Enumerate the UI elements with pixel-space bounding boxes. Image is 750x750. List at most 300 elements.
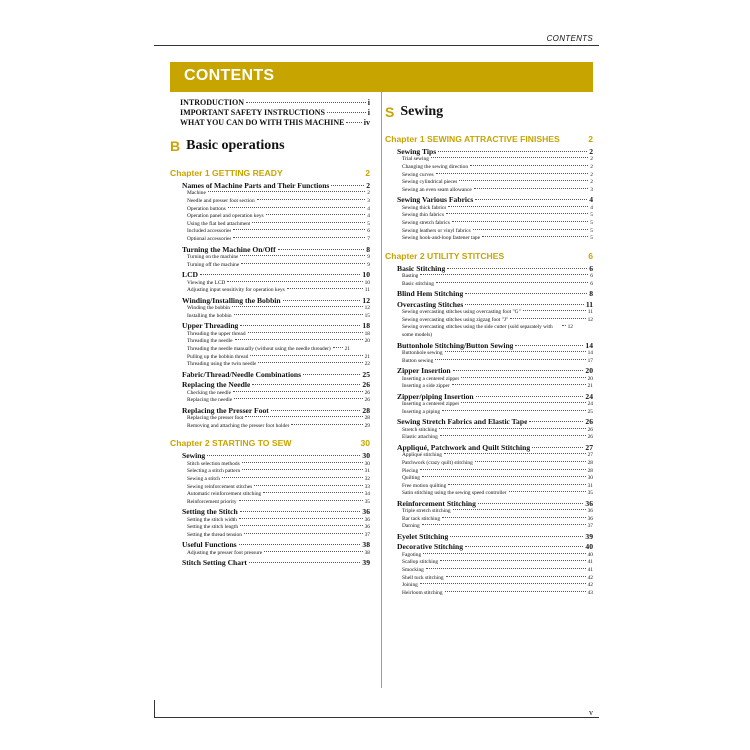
toc-subtopic-page: 9 <box>367 253 370 260</box>
toc-subtopic-label: Sewing cylindrical pieces <box>402 179 458 186</box>
toc-topic-label: Stitch Setting Chart <box>182 558 247 568</box>
toc-subtopic-page: 35 <box>587 490 593 497</box>
leader-dots <box>465 546 583 547</box>
toc-topic[interactable] <box>170 245 370 254</box>
chapter-heading[interactable] <box>385 134 593 145</box>
toc-subtopic-page: 27 <box>587 452 593 459</box>
toc-topic-page: 18 <box>362 321 370 331</box>
intro-entry[interactable] <box>170 118 370 128</box>
toc-subtopic-label: Setting the stitch width <box>187 516 237 523</box>
toc-subtopic-page: 5 <box>590 227 593 234</box>
toc-subtopic-label: Optional accessories <box>187 235 232 242</box>
toc-subtopic[interactable] <box>385 172 593 180</box>
toc-topic[interactable] <box>170 370 370 379</box>
toc-subtopic-page: 5 <box>590 212 593 219</box>
toc-subtopic-page: 18 <box>364 330 370 337</box>
leader-dots <box>240 511 361 512</box>
toc-topic[interactable] <box>385 147 593 156</box>
leader-dots <box>254 485 362 486</box>
toc-subtopic-page: 37 <box>587 523 593 530</box>
manual-page <box>154 32 599 716</box>
toc-topic-label: Sewing <box>182 451 206 461</box>
section-letter: B <box>170 138 181 154</box>
toc-subtopic-page: 32 <box>364 475 370 482</box>
toc-subtopic[interactable] <box>170 491 370 499</box>
toc-topic[interactable] <box>170 451 370 460</box>
toc-subtopic-label: Reinforcement priority <box>187 498 237 505</box>
leader-dots <box>287 288 363 289</box>
toc-subtopic[interactable] <box>385 358 593 366</box>
header-rule <box>154 45 599 46</box>
toc-subtopic-label: Smocking <box>402 567 424 574</box>
toc-subtopic-label: Automatic reinforcement stitching <box>187 491 262 498</box>
toc-topic[interactable] <box>385 392 593 401</box>
leader-dots <box>465 304 584 305</box>
toc-subtopic-label: Setting the thread tension <box>187 531 242 538</box>
toc-topic-label: Winding/Installing the Bobbin <box>182 295 281 305</box>
toc-subtopic-label: Satin stitching using the sewing speed controller <box>402 490 507 497</box>
intro-entry[interactable] <box>170 98 370 108</box>
toc-subtopic-page: 3 <box>367 198 370 204</box>
toc-subtopic-label: Machine <box>187 190 206 197</box>
right-column <box>385 98 593 597</box>
toc-subtopic-page: 14 <box>587 349 593 356</box>
toc-subtopic[interactable] <box>170 397 370 405</box>
toc-subtopic[interactable] <box>170 524 370 532</box>
section-title: Sewing <box>400 104 444 119</box>
leader-dots <box>303 374 360 375</box>
leader-dots <box>422 476 586 477</box>
toc-topic[interactable] <box>385 341 593 350</box>
toc-subtopic[interactable] <box>170 206 370 214</box>
toc-subtopic-label: Threading using the twin needle <box>187 361 257 368</box>
leader-dots <box>200 274 360 275</box>
leader-dots <box>207 455 360 456</box>
toc-subtopic[interactable] <box>170 346 370 354</box>
chapter-page: 2 <box>588 134 593 144</box>
toc-subtopic[interactable] <box>385 350 593 358</box>
toc-topic[interactable] <box>385 195 593 204</box>
toc-subtopic[interactable] <box>170 476 370 484</box>
leader-dots <box>234 398 362 399</box>
toc-topic-page: 36 <box>362 507 370 517</box>
leader-dots <box>562 325 566 326</box>
toc-subtopic[interactable] <box>385 220 593 228</box>
toc-subtopic[interactable] <box>170 213 370 221</box>
toc-subtopic-page: 2 <box>590 179 593 186</box>
section-heading-sewing <box>385 98 593 126</box>
toc-topic-label: Turning the Machine On/Off <box>182 244 276 254</box>
toc-subtopic-label: Adjusting input sensitivity for operation keys <box>187 287 285 294</box>
toc-subtopic[interactable] <box>385 317 593 325</box>
toc-subtopic-label: Sewing overcasting stitches using overcasting foot "G" <box>402 309 521 316</box>
leader-dots <box>459 180 588 181</box>
toc-subtopic-page: 12 <box>587 316 593 323</box>
toc-subtopic-page: 2 <box>590 156 593 163</box>
leader-dots <box>208 191 365 192</box>
toc-topic-page: 39 <box>362 558 370 568</box>
toc-subtopic[interactable] <box>385 567 593 575</box>
toc-subtopic[interactable] <box>385 483 593 491</box>
toc-subtopic[interactable] <box>385 582 593 590</box>
toc-subtopic[interactable] <box>385 309 593 317</box>
toc-subtopic-page: 43 <box>587 589 593 596</box>
toc-subtopic[interactable] <box>170 280 370 288</box>
toc-topic[interactable] <box>170 540 370 549</box>
toc-subtopic-page: 9 <box>367 261 370 268</box>
leader-dots <box>242 469 362 470</box>
toc-subtopic[interactable] <box>170 517 370 525</box>
toc-subtopic[interactable] <box>385 552 593 560</box>
toc-topic[interactable] <box>170 507 370 516</box>
leader-dots <box>278 249 365 250</box>
toc-subtopic[interactable] <box>385 468 593 476</box>
toc-subtopic-label: Basic stitching <box>402 280 434 287</box>
toc-topic[interactable] <box>385 264 593 273</box>
leader-dots <box>445 591 586 592</box>
toc-topic[interactable] <box>170 321 370 330</box>
toc-topic[interactable] <box>385 499 593 508</box>
toc-subtopic[interactable] <box>385 575 593 583</box>
toc-subtopic-label: Joining <box>402 582 418 589</box>
toc-topic[interactable] <box>385 300 593 309</box>
leader-dots <box>233 391 363 392</box>
toc-subtopic-page: 25 <box>587 408 593 415</box>
toc-subtopic[interactable] <box>385 516 593 524</box>
toc-subtopic-page: 12 <box>567 324 573 331</box>
toc-topic-page: 20 <box>585 366 593 376</box>
chapter-page: 30 <box>360 438 370 449</box>
toc-subtopic[interactable] <box>385 434 593 442</box>
toc-topic-page: 24 <box>585 391 593 401</box>
toc-subtopic[interactable] <box>170 236 370 244</box>
toc-subtopic-label: Removing and attaching the presser foot holder <box>187 422 290 429</box>
leader-dots <box>438 151 587 152</box>
toc-subtopic[interactable] <box>170 254 370 262</box>
intro-list <box>170 98 370 128</box>
leader-dots <box>283 300 361 301</box>
toc-subtopic-page: 26 <box>364 389 370 396</box>
toc-topic-label: Upper Threading <box>182 321 239 331</box>
leader-dots <box>239 518 363 519</box>
toc-topic-page: 4 <box>589 195 593 205</box>
toc-subtopic[interactable] <box>385 452 593 460</box>
leader-dots <box>248 332 363 333</box>
toc-subtopic-page: 12 <box>364 305 370 312</box>
leader-dots <box>426 568 586 569</box>
toc-subtopic-label: Sewing an even seam allowance <box>402 186 472 193</box>
toc-subtopic-page: 4 <box>367 205 370 212</box>
toc-subtopic-label: Button sewing <box>402 357 434 364</box>
toc-subtopic[interactable] <box>170 532 370 540</box>
toc-subtopic[interactable] <box>170 262 370 270</box>
toc-subtopic[interactable] <box>385 212 593 220</box>
toc-topic-page: 11 <box>585 299 593 309</box>
toc-subtopic[interactable] <box>385 235 593 243</box>
toc-subtopic-page: 36 <box>364 516 370 523</box>
toc-subtopic-label: Threading the needle <box>187 338 233 345</box>
toc-subtopic[interactable] <box>170 221 370 229</box>
toc-subtopic[interactable] <box>385 523 593 531</box>
toc-subtopic[interactable] <box>385 205 593 213</box>
intro-entry-page: iv <box>363 118 370 127</box>
leader-dots <box>228 207 366 208</box>
toc-subtopic[interactable] <box>385 156 593 164</box>
toc-topic[interactable] <box>385 366 593 375</box>
toc-subtopic[interactable] <box>385 179 593 187</box>
toc-subtopic-page: 36 <box>587 508 593 515</box>
toc-subtopic-label: Using the flat bed attachment <box>187 220 251 227</box>
toc-topic[interactable] <box>170 181 370 190</box>
leader-dots <box>470 165 588 166</box>
toc-subtopic-page: 15 <box>364 312 370 319</box>
toc-subtopic[interactable] <box>170 228 370 236</box>
leader-dots <box>473 229 589 230</box>
toc-subtopic-page: 2 <box>590 164 593 170</box>
toc-subtopic[interactable] <box>385 490 593 498</box>
toc-topic[interactable] <box>385 532 593 541</box>
leader-dots <box>435 359 585 360</box>
toc-subtopic-label: Sewing leathers or vinyl fabrics <box>402 227 471 234</box>
toc-subtopic[interactable] <box>385 228 593 236</box>
toc-topic[interactable] <box>170 406 370 415</box>
toc-topic-label: Replacing the Presser Foot <box>182 405 269 415</box>
toc-subtopic-label: Inserting a centered zipper <box>402 375 460 382</box>
chapter-page: 2 <box>365 168 370 178</box>
intro-entry[interactable] <box>170 108 370 118</box>
toc-subtopic[interactable] <box>385 383 593 391</box>
leader-dots <box>436 173 589 174</box>
toc-subtopic-page: 35 <box>364 498 370 505</box>
toc-subtopic-page: 6 <box>367 228 370 235</box>
toc-subtopic[interactable] <box>170 313 370 321</box>
leader-dots <box>234 314 363 315</box>
toc-subtopic-label: Trial sewing <box>402 156 429 163</box>
leader-dots <box>475 461 586 462</box>
toc-topic[interactable] <box>385 443 593 452</box>
toc-subtopic[interactable] <box>170 550 370 558</box>
toc-subtopic[interactable] <box>385 590 593 598</box>
toc-subtopic-page: 20 <box>364 338 370 345</box>
toc-subtopic-label: Installing the bobbin <box>187 312 232 319</box>
toc-subtopic-page: 36 <box>364 524 370 531</box>
leader-dots <box>232 306 363 307</box>
leader-dots <box>257 199 366 200</box>
leader-dots <box>420 274 588 275</box>
toc-subtopic-page: 34 <box>364 491 370 498</box>
chapter-page: 6 <box>588 250 593 261</box>
toc-subtopic[interactable] <box>170 305 370 313</box>
toc-subtopic-page: 5 <box>590 219 593 226</box>
toc-topic-page: 27 <box>585 442 593 452</box>
toc-topic-page: 2 <box>366 181 370 190</box>
leader-dots <box>532 447 583 448</box>
toc-subtopic[interactable] <box>170 198 370 206</box>
leader-dots <box>509 491 586 492</box>
leader-dots <box>233 237 365 238</box>
toc-subtopic-page: 5 <box>367 220 370 227</box>
leader-dots <box>453 509 586 510</box>
toc-topic-page: 8 <box>589 289 593 299</box>
toc-subtopic[interactable] <box>170 354 370 362</box>
toc-subtopic-page: 33 <box>364 483 370 490</box>
chapter-heading[interactable] <box>170 438 370 449</box>
leader-dots <box>450 536 583 537</box>
toc-subtopic-label: Inserting a centered zipper <box>402 401 460 408</box>
toc-subtopic-label: Appliqué stitching <box>402 452 442 459</box>
toc-topic-label: Useful Functions <box>182 540 237 550</box>
toc-subtopic[interactable] <box>385 427 593 435</box>
leader-dots <box>250 355 362 356</box>
toc-subtopic[interactable] <box>385 281 593 289</box>
toc-topic-label: Appliqué, Patchwork and Quilt Stitching <box>397 442 531 452</box>
left-column <box>170 98 370 568</box>
toc-subtopic-label: Checking the needle <box>187 389 232 396</box>
leader-dots <box>258 362 362 363</box>
toc-subtopic-label: Pulling up the bobbin thread <box>187 353 249 360</box>
leader-dots <box>241 263 365 264</box>
toc-subtopic[interactable] <box>385 475 593 483</box>
leader-dots <box>461 402 585 403</box>
toc-subtopic-label: Adjusting the presser foot pressure <box>187 549 263 556</box>
toc-subtopic-label: Turning on the machine <box>187 253 239 260</box>
toc-subtopic-label: Selecting a stitch pattern <box>187 468 241 475</box>
toc-subtopic-label: Sewing a stitch <box>187 475 220 482</box>
toc-subtopic-page: 3 <box>590 186 593 193</box>
toc-subtopic-page: 7 <box>367 235 370 242</box>
toc-subtopic-page: 22 <box>364 361 370 368</box>
toc-subtopic-page: 26 <box>587 426 593 433</box>
toc-subtopic-page: 28 <box>587 459 593 466</box>
toc-subtopic[interactable] <box>170 287 370 295</box>
toc-subtopic-label: Bar tack stitching <box>402 515 441 522</box>
toc-topic-page: 26 <box>585 417 593 427</box>
toc-subtopic[interactable] <box>385 401 593 409</box>
leader-dots <box>327 112 366 113</box>
leader-dots <box>423 553 585 554</box>
toc-subtopic-label: Piecing <box>402 467 419 474</box>
toc-subtopic-page: 21 <box>587 383 593 390</box>
toc-subtopic-label: Darning <box>402 523 420 530</box>
toc-subtopic[interactable] <box>170 190 370 198</box>
sewing-toc <box>385 134 593 597</box>
toc-subtopic[interactable] <box>170 499 370 507</box>
section-heading-basic <box>170 132 370 160</box>
leader-dots <box>529 421 583 422</box>
toc-topic-page: 12 <box>362 295 370 305</box>
toc-subtopic[interactable] <box>170 423 370 431</box>
toc-subtopic[interactable] <box>385 187 593 195</box>
leader-dots <box>515 345 583 346</box>
toc-subtopic-label: Inserting a piping <box>402 408 441 415</box>
toc-topic[interactable] <box>170 296 370 305</box>
toc-subtopic-page: 42 <box>587 574 593 581</box>
toc-subtopic-label: Basting <box>402 273 419 280</box>
toc-subtopic-page: 10 <box>364 279 370 286</box>
toc-topic[interactable] <box>170 558 370 567</box>
leader-dots <box>242 462 363 463</box>
chapter-heading[interactable] <box>385 251 593 262</box>
toc-subtopic[interactable] <box>170 338 370 346</box>
toc-subtopic[interactable] <box>170 390 370 398</box>
toc-subtopic-label: Needle and presser foot section <box>187 198 255 204</box>
leader-dots <box>222 477 363 478</box>
toc-subtopic[interactable] <box>385 376 593 384</box>
toc-subtopic-label: Turning off the machine <box>187 261 240 268</box>
toc-subtopic-page: 17 <box>587 357 593 364</box>
toc-topic[interactable] <box>170 270 370 279</box>
toc-subtopic-page: 28 <box>364 415 370 422</box>
toc-subtopic-page: 41 <box>587 559 593 566</box>
leader-dots <box>476 396 584 397</box>
leader-dots <box>249 562 360 563</box>
page-number: v <box>589 708 593 717</box>
toc-subtopic[interactable] <box>170 361 370 369</box>
toc-subtopic[interactable] <box>385 324 593 339</box>
toc-subtopic-label: Sewing curves <box>402 171 434 178</box>
toc-subtopic[interactable] <box>385 559 593 567</box>
leader-dots <box>510 318 585 319</box>
leader-dots <box>452 384 586 385</box>
toc-topic[interactable] <box>385 289 593 298</box>
toc-subtopic[interactable] <box>170 415 370 423</box>
toc-subtopic-page: 20 <box>587 375 593 382</box>
toc-subtopic[interactable] <box>170 461 370 469</box>
intro-entry-page: i <box>367 108 370 117</box>
toc-topic-page: 6 <box>589 263 593 273</box>
footer-left-rule <box>154 700 155 718</box>
toc-topic[interactable] <box>170 380 370 389</box>
toc-subtopic-page: 2 <box>590 171 593 178</box>
toc-topic-label: Blind Hem Stitching <box>397 289 464 299</box>
chapter-heading[interactable] <box>170 168 370 179</box>
leader-dots <box>475 199 587 200</box>
toc-subtopic[interactable] <box>385 409 593 417</box>
toc-subtopic[interactable] <box>385 460 593 468</box>
toc-subtopic-label: Shell tuck stitching <box>402 574 444 581</box>
toc-subtopic-page: 36 <box>587 515 593 522</box>
toc-subtopic-label: Triple stretch stitching <box>402 508 451 515</box>
leader-dots <box>436 282 588 283</box>
toc-topic-label: Names of Machine Parts and Their Functions <box>182 181 330 190</box>
leader-dots <box>252 384 360 385</box>
toc-subtopic-label: Sewing overcasting stitches using the side cutter (sold separately with some models) <box>402 324 553 338</box>
leader-dots <box>461 377 585 378</box>
toc-subtopic[interactable] <box>170 484 370 492</box>
toc-subtopic-page: 4 <box>367 213 370 220</box>
leader-dots <box>523 310 586 311</box>
toc-topic[interactable] <box>385 417 593 426</box>
toc-subtopic-page: 42 <box>587 582 593 589</box>
toc-topic-label: Setting the Stitch <box>182 507 238 517</box>
toc-subtopic[interactable] <box>170 468 370 476</box>
toc-topic[interactable] <box>385 542 593 551</box>
toc-subtopic[interactable] <box>385 164 593 172</box>
toc-subtopic[interactable] <box>385 508 593 516</box>
toc-subtopic-page: 29 <box>364 422 370 429</box>
toc-subtopic-label: Scallop stitching <box>402 559 439 566</box>
toc-subtopic-page: 4 <box>590 204 593 211</box>
leader-dots <box>245 416 362 417</box>
leader-dots <box>240 325 360 326</box>
leader-dots <box>465 293 587 294</box>
toc-subtopic[interactable] <box>170 331 370 339</box>
chapter-title: Chapter 2 STARTING TO SEW <box>170 438 292 449</box>
toc-subtopic[interactable] <box>385 273 593 281</box>
toc-topic-page: 25 <box>362 369 370 379</box>
toc-subtopic-label: Threading the needle manually (without using the needle threader) <box>187 345 331 352</box>
basic-operations-toc <box>170 168 370 568</box>
